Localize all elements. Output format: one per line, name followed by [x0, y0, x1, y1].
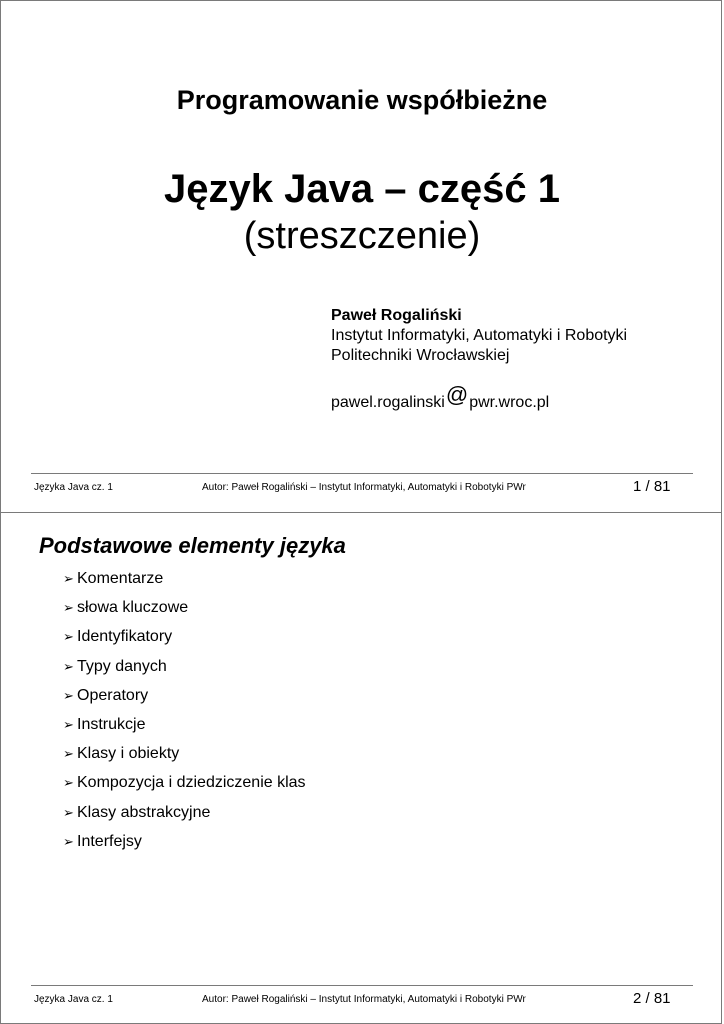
email-at-sign: @: [445, 382, 469, 407]
footer-divider: [31, 985, 693, 986]
list-item-label: Kompozycja i dziedziczenie klas: [77, 774, 306, 792]
list-item-label: Komentarze: [77, 570, 164, 587]
footer-author: Autor: Paweł Rogaliński – Instytut Informatyki, Automatyki i Robotyki PWr: [202, 994, 526, 1005]
list-item: [63, 744, 306, 773]
list-item-label: słowa kluczowe: [77, 599, 189, 617]
email-user: pawel.rogalinski: [331, 394, 445, 411]
arrowhead-bullet-icon: ➢: [63, 600, 74, 616]
arrowhead-bullet-icon: ➢: [63, 571, 74, 586]
institute-line-1: Instytut Informatyki, Automatyki i Robotyki: [331, 327, 628, 344]
slide-2: [0, 512, 722, 1024]
footer-course: Języka Java cz. 1: [34, 482, 113, 493]
list-item: [63, 657, 306, 686]
arrowhead-bullet-icon: ➢: [63, 833, 74, 849]
list-item: [63, 627, 306, 656]
arrowhead-bullet-icon: ➢: [63, 746, 74, 762]
list-item: [63, 715, 306, 744]
arrowhead-bullet-icon: ➢: [63, 687, 74, 703]
slide-1: [0, 0, 722, 512]
list-item: [63, 773, 306, 802]
author-name: Paweł Rogaliński: [331, 307, 462, 324]
arrowhead-bullet-icon: ➢: [63, 629, 74, 645]
list-item: [63, 832, 306, 861]
slide-title: Podstawowe elementy języka: [39, 533, 346, 558]
footer-page-number: 2 / 81: [633, 990, 671, 1007]
arrowhead-bullet-icon: ➢: [63, 775, 74, 791]
arrowhead-bullet-icon: ➢: [63, 658, 74, 674]
arrowhead-bullet-icon: ➢: [63, 804, 74, 820]
course-title: Programowanie współbieżne: [176, 85, 548, 115]
author-email[interactable]: [331, 382, 550, 413]
footer-divider: [31, 473, 693, 474]
list-item-label: Interfejsy: [77, 832, 142, 850]
list-item: [63, 803, 306, 832]
bullet-list: [63, 569, 306, 861]
institute-line-2: Politechniki Wrocławskiej: [331, 347, 510, 364]
list-item-label: Identyfikatory: [77, 628, 173, 646]
footer-author: Autor: Paweł Rogaliński – Instytut Informatyki, Automatyki i Robotyki PWr: [202, 482, 526, 493]
slide-title: Język Java – część 1: [164, 167, 560, 211]
arrowhead-bullet-icon: ➢: [63, 716, 74, 732]
list-item-label: Instrukcje: [77, 715, 146, 733]
list-item: [63, 598, 306, 627]
footer-course: Języka Java cz. 1: [34, 994, 113, 1005]
email-domain: pwr.wroc.pl: [469, 394, 550, 411]
list-item-label: Operatory: [77, 686, 149, 704]
list-item-label: Typy danych: [77, 657, 167, 675]
list-item-label: Klasy i obiekty: [77, 745, 180, 763]
list-item: [63, 569, 306, 598]
list-item-label: Klasy abstrakcyjne: [77, 803, 211, 821]
list-item: [63, 686, 306, 715]
footer-page-number: 1 / 81: [633, 478, 671, 495]
slide-subtitle: (streszczenie): [243, 215, 481, 257]
